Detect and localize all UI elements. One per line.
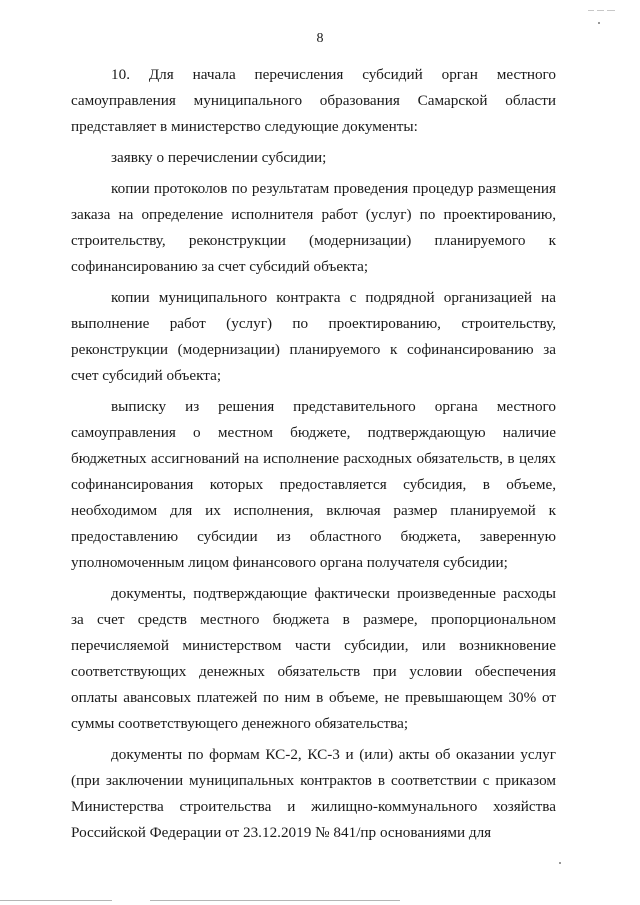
paragraph-contract: копии муниципального контракта с подрядной организацией на выполнение работ (услуг) по проектированию, строительству, реконструкции (модернизации) планируемого к софинансированию за счет субсидий объекта; xyxy=(71,289,556,384)
paragraph-protocols: копии протоколов по результатам проведения процедур размещения заказа на определение исполнителя работ (услуг) по проектированию, строительству, реконструкции (модернизации) планируемого к софинансированию за счет субсидий объекта; xyxy=(71,180,556,275)
document-body xyxy=(71,62,556,846)
scan-speck xyxy=(559,862,561,864)
paragraph-request: заявку о перечислении субсидии; xyxy=(111,149,327,166)
scan-edge-line xyxy=(0,900,112,901)
scan-corner-mark xyxy=(588,0,616,14)
paragraph-forms: документы по формам КС-2, КС-3 и (или) акты об оказании услуг (при заключении муниципальных контрактов в соответствии с приказом Министерства строительства и жилищно-коммунального хозяйства Российской Федерации от 23.12.2019 № 841/пр основаниями для xyxy=(71,746,556,841)
paragraph-expenses: документы, подтверждающие фактически произведенные расходы за счет средств местного бюджета в размере, пропорциональном перечисляемой министерством части субсидии, или возникновение соответствующих денежных обязательств при условии обеспечения оплаты авансовых платежей по ним в объеме, не превышающем 30% от суммы соответствующего денежного обязательства; xyxy=(71,585,556,732)
scan-speck xyxy=(598,22,600,24)
paragraph-budget-extract: выписку из решения представительного органа местного самоуправления о местном бюджете, подтверждающую наличие бюджетных ассигнований на исполнение расходных обязательств, в целях софинансирования которых предоставляется субсидия, в объеме, необходимом для их исполнения, включая размер планируемой к предоставлению субсидии из областного бюджета, заверенную уполномоченным лицом финансового органа получателя субсидии; xyxy=(71,398,556,571)
scan-edge-line xyxy=(150,900,400,901)
page-number: 8 xyxy=(316,31,324,46)
paragraph-item-10-intro: 10. Для начала перечисления субсидий орган местного самоуправления муниципального образования Самарской области представляет в министерство следующие документы: xyxy=(71,66,556,135)
